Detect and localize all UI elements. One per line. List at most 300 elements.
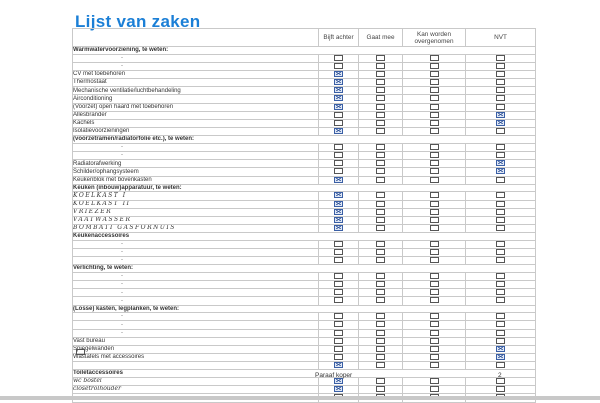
checkbox-kan-worden-overgenomen[interactable] <box>430 112 439 118</box>
checkbox-gaat-mee[interactable] <box>376 346 385 352</box>
checkbox-nvt[interactable] <box>496 297 505 303</box>
cell-blijft-achter <box>319 62 359 70</box>
cell-gaat-mee <box>359 225 403 233</box>
table-row <box>73 272 536 280</box>
checkbox-blijft-achter[interactable] <box>334 168 343 174</box>
cell-gaat-mee <box>359 240 403 248</box>
table-row <box>73 321 536 329</box>
cell-kan-worden-overgenomen <box>403 297 466 305</box>
cell-kan-worden-overgenomen <box>403 345 466 353</box>
cell-blijft-achter <box>319 128 359 136</box>
table-row <box>73 378 536 386</box>
checkbox-nvt[interactable] <box>496 209 505 215</box>
checkbox-nvt[interactable] <box>496 330 505 336</box>
cell-kan-worden-overgenomen <box>403 152 466 160</box>
cell-gaat-mee <box>359 95 403 103</box>
cell-blijft-achter <box>319 297 359 305</box>
cell-nvt <box>466 216 536 224</box>
cell-blijft-achter <box>319 248 359 256</box>
checkbox-blijft-achter[interactable] <box>334 63 343 69</box>
checkbox-blijft-achter[interactable] <box>334 321 343 327</box>
handwritten-item-label: BOMBATI GASFORNUIS <box>73 225 319 233</box>
table-row <box>73 95 536 103</box>
item-label <box>73 362 319 370</box>
checkbox-nvt[interactable] <box>496 321 505 327</box>
checkbox-nvt[interactable] <box>496 217 505 223</box>
cell-blijft-achter <box>319 313 359 321</box>
cell-gaat-mee <box>359 192 403 200</box>
checkbox-blijft-achter[interactable] <box>334 249 343 255</box>
table-row <box>73 168 536 176</box>
item-label: (Voorzet) open haard met toebehoren <box>73 103 319 111</box>
checkbox-gaat-mee[interactable] <box>376 338 385 344</box>
table-row <box>73 289 536 297</box>
stray-checkbox[interactable] <box>76 349 85 355</box>
checkbox-blijft-achter[interactable] <box>334 241 343 247</box>
checkbox-gaat-mee[interactable] <box>376 217 385 223</box>
checkbox-gaat-mee[interactable] <box>376 330 385 336</box>
table-row <box>73 200 536 208</box>
checkbox-nvt[interactable] <box>496 313 505 319</box>
checkbox-gaat-mee[interactable] <box>376 289 385 295</box>
cell-blijft-achter <box>319 87 359 95</box>
table-row <box>73 119 536 127</box>
checkbox-blijft-achter[interactable] <box>334 297 343 303</box>
cell-blijft-achter <box>319 192 359 200</box>
cell-kan-worden-overgenomen <box>403 208 466 216</box>
checkbox-kan-worden-overgenomen[interactable] <box>430 378 439 384</box>
checkbox-blijft-achter[interactable] <box>334 192 343 198</box>
checkbox-gaat-mee[interactable] <box>376 378 385 384</box>
cell-gaat-mee <box>359 329 403 337</box>
cell-kan-worden-overgenomen <box>403 111 466 119</box>
section-row <box>73 184 536 192</box>
checkbox-kan-worden-overgenomen[interactable] <box>430 128 439 134</box>
cell-gaat-mee <box>359 289 403 297</box>
cell-kan-worden-overgenomen <box>403 289 466 297</box>
cell-kan-worden-overgenomen <box>403 128 466 136</box>
table-row <box>73 128 536 136</box>
item-label: - <box>73 313 319 321</box>
table-row <box>73 313 536 321</box>
checkbox-gaat-mee[interactable] <box>376 241 385 247</box>
checkbox-blijft-achter[interactable] <box>334 144 343 150</box>
checkbox-gaat-mee[interactable] <box>376 112 385 118</box>
checkbox-blijft-achter[interactable] <box>334 95 343 101</box>
checkbox-kan-worden-overgenomen[interactable] <box>430 362 439 368</box>
cell-gaat-mee <box>359 337 403 345</box>
checkbox-kan-worden-overgenomen[interactable] <box>430 313 439 319</box>
table-row <box>73 240 536 248</box>
section-heading: Verlichting, te weten: <box>73 265 536 273</box>
table-header-row <box>73 29 536 47</box>
checkbox-nvt[interactable] <box>496 192 505 198</box>
cell-blijft-achter <box>319 216 359 224</box>
checkbox-kan-worden-overgenomen[interactable] <box>430 289 439 295</box>
checkbox-gaat-mee[interactable] <box>376 177 385 183</box>
cell-kan-worden-overgenomen <box>403 257 466 265</box>
cell-kan-worden-overgenomen <box>403 313 466 321</box>
checkbox-kan-worden-overgenomen[interactable] <box>430 120 439 126</box>
cell-blijft-achter <box>319 362 359 370</box>
item-label: - <box>73 297 319 305</box>
checkbox-kan-worden-overgenomen[interactable] <box>430 95 439 101</box>
cell-blijft-achter <box>319 152 359 160</box>
cell-nvt <box>466 354 536 362</box>
checkbox-gaat-mee[interactable] <box>376 362 385 368</box>
checkbox-kan-worden-overgenomen[interactable] <box>430 160 439 166</box>
table-row <box>73 62 536 70</box>
item-label: - <box>73 321 319 329</box>
checkbox-gaat-mee[interactable] <box>376 95 385 101</box>
page-number: 2 <box>498 372 502 379</box>
checkbox-nvt[interactable] <box>496 273 505 279</box>
checkbox-nvt[interactable] <box>496 289 505 295</box>
cell-blijft-achter <box>319 272 359 280</box>
cell-kan-worden-overgenomen <box>403 248 466 256</box>
checkbox-nvt[interactable] <box>496 55 505 61</box>
checkbox-gaat-mee[interactable] <box>376 87 385 93</box>
checkbox-nvt[interactable] <box>496 177 505 183</box>
cell-gaat-mee <box>359 111 403 119</box>
cell-kan-worden-overgenomen <box>403 87 466 95</box>
checkbox-kan-worden-overgenomen[interactable] <box>430 192 439 198</box>
checkbox-kan-worden-overgenomen[interactable] <box>430 152 439 158</box>
cell-gaat-mee <box>359 345 403 353</box>
cell-kan-worden-overgenomen <box>403 329 466 337</box>
checkbox-nvt[interactable] <box>496 168 505 174</box>
checkbox-gaat-mee[interactable] <box>376 104 385 110</box>
checkbox-blijft-achter[interactable] <box>334 71 343 77</box>
checkbox-nvt[interactable] <box>496 71 505 77</box>
cell-nvt <box>466 225 536 233</box>
checkbox-nvt[interactable] <box>496 95 505 101</box>
checkbox-kan-worden-overgenomen[interactable] <box>430 79 439 85</box>
cell-gaat-mee <box>359 168 403 176</box>
checkbox-blijft-achter[interactable] <box>334 281 343 287</box>
cell-blijft-achter <box>319 176 359 184</box>
cell-nvt <box>466 200 536 208</box>
checkbox-kan-worden-overgenomen[interactable] <box>430 273 439 279</box>
cell-nvt <box>466 152 536 160</box>
section-row <box>73 47 536 55</box>
checkbox-blijft-achter[interactable] <box>334 289 343 295</box>
checkbox-blijft-achter[interactable] <box>334 177 343 183</box>
cell-gaat-mee <box>359 54 403 62</box>
checkbox-blijft-achter[interactable] <box>334 112 343 118</box>
cell-gaat-mee <box>359 313 403 321</box>
checkbox-gaat-mee[interactable] <box>376 144 385 150</box>
cell-kan-worden-overgenomen <box>403 354 466 362</box>
checkbox-nvt[interactable] <box>496 112 505 118</box>
cell-gaat-mee <box>359 272 403 280</box>
cell-nvt <box>466 128 536 136</box>
table-row <box>73 337 536 345</box>
cell-blijft-achter <box>319 111 359 119</box>
checkbox-nvt[interactable] <box>496 104 505 110</box>
checkbox-gaat-mee[interactable] <box>376 209 385 215</box>
checkbox-gaat-mee[interactable] <box>376 160 385 166</box>
checkbox-nvt[interactable] <box>496 249 505 255</box>
checkbox-blijft-achter[interactable] <box>334 386 343 392</box>
checkbox-kan-worden-overgenomen[interactable] <box>430 386 439 392</box>
checkbox-kan-worden-overgenomen[interactable] <box>430 63 439 69</box>
checkbox-gaat-mee[interactable] <box>376 71 385 77</box>
checkbox-blijft-achter[interactable] <box>334 55 343 61</box>
table-row <box>73 103 536 111</box>
checkbox-gaat-mee[interactable] <box>376 55 385 61</box>
cell-gaat-mee <box>359 362 403 370</box>
checkbox-nvt[interactable] <box>496 63 505 69</box>
checkbox-blijft-achter[interactable] <box>334 79 343 85</box>
cell-nvt <box>466 297 536 305</box>
checkbox-blijft-achter[interactable] <box>334 346 343 352</box>
checkbox-gaat-mee[interactable] <box>376 168 385 174</box>
checkbox-kan-worden-overgenomen[interactable] <box>430 249 439 255</box>
checkbox-nvt[interactable] <box>496 338 505 344</box>
cell-gaat-mee <box>359 281 403 289</box>
table-row <box>73 386 536 394</box>
cell-nvt <box>466 62 536 70</box>
item-label: Schilder/ophangsysteem <box>73 168 319 176</box>
cell-gaat-mee <box>359 248 403 256</box>
checkbox-nvt[interactable] <box>496 354 505 360</box>
checkbox-blijft-achter[interactable] <box>334 217 343 223</box>
table-row <box>73 70 536 78</box>
checkbox-kan-worden-overgenomen[interactable] <box>430 201 439 207</box>
checkbox-kan-worden-overgenomen[interactable] <box>430 168 439 174</box>
checkbox-gaat-mee[interactable] <box>376 120 385 126</box>
cell-nvt <box>466 95 536 103</box>
checkbox-nvt[interactable] <box>496 281 505 287</box>
table-row <box>73 192 536 200</box>
checkbox-nvt[interactable] <box>496 160 505 166</box>
cell-blijft-achter <box>319 354 359 362</box>
cell-nvt <box>466 176 536 184</box>
cell-kan-worden-overgenomen <box>403 337 466 345</box>
checkbox-gaat-mee[interactable] <box>376 273 385 279</box>
checkbox-nvt[interactable] <box>496 152 505 158</box>
cell-gaat-mee <box>359 160 403 168</box>
checkbox-nvt[interactable] <box>496 346 505 352</box>
table-body <box>73 47 536 403</box>
cell-blijft-achter <box>319 70 359 78</box>
table-row <box>73 329 536 337</box>
checkbox-kan-worden-overgenomen[interactable] <box>430 257 439 263</box>
handwritten-item-label: VAATWASSER <box>73 216 319 224</box>
checkbox-blijft-achter[interactable] <box>334 201 343 207</box>
item-label: CV met toebehoren <box>73 70 319 78</box>
cell-gaat-mee <box>359 257 403 265</box>
section-heading: (voorzetramen/radiatorfolie etc.), te weten: <box>73 136 536 144</box>
checkbox-nvt[interactable] <box>496 241 505 247</box>
checkbox-blijft-achter[interactable] <box>334 273 343 279</box>
cell-blijft-achter <box>319 119 359 127</box>
item-label: - <box>73 143 319 151</box>
checkbox-gaat-mee[interactable] <box>376 192 385 198</box>
cell-nvt <box>466 289 536 297</box>
checkbox-nvt[interactable] <box>496 257 505 263</box>
section-row <box>73 233 536 241</box>
checkbox-gaat-mee[interactable] <box>376 63 385 69</box>
checkbox-nvt[interactable] <box>496 362 505 368</box>
column-header-gaat-mee: Gaat mee <box>359 29 403 47</box>
item-label: Wastafels met accessoires <box>73 354 319 362</box>
checkbox-gaat-mee[interactable] <box>376 354 385 360</box>
cell-blijft-achter <box>319 208 359 216</box>
checkbox-kan-worden-overgenomen[interactable] <box>430 297 439 303</box>
cell-gaat-mee <box>359 62 403 70</box>
checkbox-kan-worden-overgenomen[interactable] <box>430 104 439 110</box>
checkbox-nvt[interactable] <box>496 128 505 134</box>
cell-nvt <box>466 79 536 87</box>
checkbox-blijft-achter[interactable] <box>334 362 343 368</box>
cell-kan-worden-overgenomen <box>403 362 466 370</box>
page-edge <box>0 396 600 400</box>
checkbox-gaat-mee[interactable] <box>376 386 385 392</box>
checkbox-blijft-achter[interactable] <box>334 152 343 158</box>
checkbox-kan-worden-overgenomen[interactable] <box>430 241 439 247</box>
item-label: - <box>73 54 319 62</box>
handwritten-item-label: wc bostel <box>73 378 319 386</box>
checkbox-kan-worden-overgenomen[interactable] <box>430 346 439 352</box>
footer-initials-label: Paraaf koper <box>315 372 353 379</box>
cell-gaat-mee <box>359 152 403 160</box>
checkbox-blijft-achter[interactable] <box>334 128 343 134</box>
cell-gaat-mee <box>359 200 403 208</box>
checkbox-blijft-achter[interactable] <box>334 257 343 263</box>
checkbox-gaat-mee[interactable] <box>376 128 385 134</box>
cell-gaat-mee <box>359 386 403 394</box>
table-row <box>73 54 536 62</box>
cell-nvt <box>466 143 536 151</box>
checkbox-kan-worden-overgenomen[interactable] <box>430 217 439 223</box>
cell-kan-worden-overgenomen <box>403 143 466 151</box>
cell-kan-worden-overgenomen <box>403 168 466 176</box>
checkbox-kan-worden-overgenomen[interactable] <box>430 321 439 327</box>
item-label: Allesbrander <box>73 111 319 119</box>
table-row <box>73 225 536 233</box>
item-label: - <box>73 329 319 337</box>
checkbox-gaat-mee[interactable] <box>376 225 385 231</box>
cell-blijft-achter <box>319 281 359 289</box>
cell-gaat-mee <box>359 216 403 224</box>
checkbox-blijft-achter[interactable] <box>334 104 343 110</box>
item-label: Vast bureau <box>73 337 319 345</box>
items-table <box>72 28 536 403</box>
checkbox-nvt[interactable] <box>496 87 505 93</box>
checkbox-kan-worden-overgenomen[interactable] <box>430 354 439 360</box>
item-label: Isolatievoorzieningen <box>73 128 319 136</box>
cell-nvt <box>466 160 536 168</box>
cell-kan-worden-overgenomen <box>403 281 466 289</box>
item-label: Spiegelwanden <box>73 345 319 353</box>
cell-kan-worden-overgenomen <box>403 192 466 200</box>
checkbox-blijft-achter[interactable] <box>334 313 343 319</box>
checkbox-gaat-mee[interactable] <box>376 249 385 255</box>
checkbox-kan-worden-overgenomen[interactable] <box>430 225 439 231</box>
checkbox-kan-worden-overgenomen[interactable] <box>430 209 439 215</box>
checkbox-kan-worden-overgenomen[interactable] <box>430 55 439 61</box>
cell-nvt <box>466 70 536 78</box>
cell-blijft-achter <box>319 168 359 176</box>
checkbox-gaat-mee[interactable] <box>376 257 385 263</box>
checkbox-nvt[interactable] <box>496 225 505 231</box>
checkbox-gaat-mee[interactable] <box>376 281 385 287</box>
checkbox-blijft-achter[interactable] <box>334 225 343 231</box>
table-row <box>73 281 536 289</box>
cell-nvt <box>466 192 536 200</box>
cell-gaat-mee <box>359 70 403 78</box>
checkbox-blijft-achter[interactable] <box>334 120 343 126</box>
checkbox-kan-worden-overgenomen[interactable] <box>430 281 439 287</box>
cell-blijft-achter <box>319 345 359 353</box>
checkbox-gaat-mee[interactable] <box>376 201 385 207</box>
checkbox-blijft-achter[interactable] <box>334 330 343 336</box>
cell-blijft-achter <box>319 257 359 265</box>
checkbox-gaat-mee[interactable] <box>376 79 385 85</box>
section-heading: Keuken (inbouw)apparatuur, te weten: <box>73 184 536 192</box>
cell-nvt <box>466 321 536 329</box>
table-row <box>73 208 536 216</box>
checkbox-blijft-achter[interactable] <box>334 87 343 93</box>
cell-kan-worden-overgenomen <box>403 119 466 127</box>
checkbox-kan-worden-overgenomen[interactable] <box>430 87 439 93</box>
table-row <box>73 143 536 151</box>
checkbox-nvt[interactable] <box>496 144 505 150</box>
table-row <box>73 176 536 184</box>
cell-blijft-achter <box>319 240 359 248</box>
cell-nvt <box>466 54 536 62</box>
cell-gaat-mee <box>359 103 403 111</box>
item-label: Radiatorafwerking <box>73 160 319 168</box>
cell-gaat-mee <box>359 128 403 136</box>
checkbox-blijft-achter[interactable] <box>334 160 343 166</box>
cell-nvt <box>466 119 536 127</box>
column-header-item <box>73 29 319 47</box>
cell-kan-worden-overgenomen <box>403 176 466 184</box>
cell-kan-worden-overgenomen <box>403 240 466 248</box>
checkbox-blijft-achter[interactable] <box>334 338 343 344</box>
cell-gaat-mee <box>359 119 403 127</box>
checkbox-blijft-achter[interactable] <box>334 209 343 215</box>
cell-kan-worden-overgenomen <box>403 54 466 62</box>
checkbox-blijft-achter[interactable] <box>334 354 343 360</box>
table-row <box>73 152 536 160</box>
checkbox-gaat-mee[interactable] <box>376 313 385 319</box>
cell-blijft-achter <box>319 337 359 345</box>
checkbox-nvt[interactable] <box>496 201 505 207</box>
cell-blijft-achter <box>319 289 359 297</box>
cell-blijft-achter <box>319 225 359 233</box>
cell-gaat-mee <box>359 297 403 305</box>
checkbox-kan-worden-overgenomen[interactable] <box>430 144 439 150</box>
checkbox-gaat-mee[interactable] <box>376 297 385 303</box>
cell-kan-worden-overgenomen <box>403 79 466 87</box>
checkbox-kan-worden-overgenomen[interactable] <box>430 330 439 336</box>
checkbox-gaat-mee[interactable] <box>376 321 385 327</box>
checkbox-kan-worden-overgenomen[interactable] <box>430 177 439 183</box>
cell-gaat-mee <box>359 79 403 87</box>
cell-kan-worden-overgenomen <box>403 321 466 329</box>
checkbox-kan-worden-overgenomen[interactable] <box>430 71 439 77</box>
checkbox-nvt[interactable] <box>496 386 505 392</box>
checkbox-nvt[interactable] <box>496 79 505 85</box>
checkbox-gaat-mee[interactable] <box>376 152 385 158</box>
cell-blijft-achter <box>319 143 359 151</box>
checkbox-nvt[interactable] <box>496 120 505 126</box>
checkbox-kan-worden-overgenomen[interactable] <box>430 338 439 344</box>
